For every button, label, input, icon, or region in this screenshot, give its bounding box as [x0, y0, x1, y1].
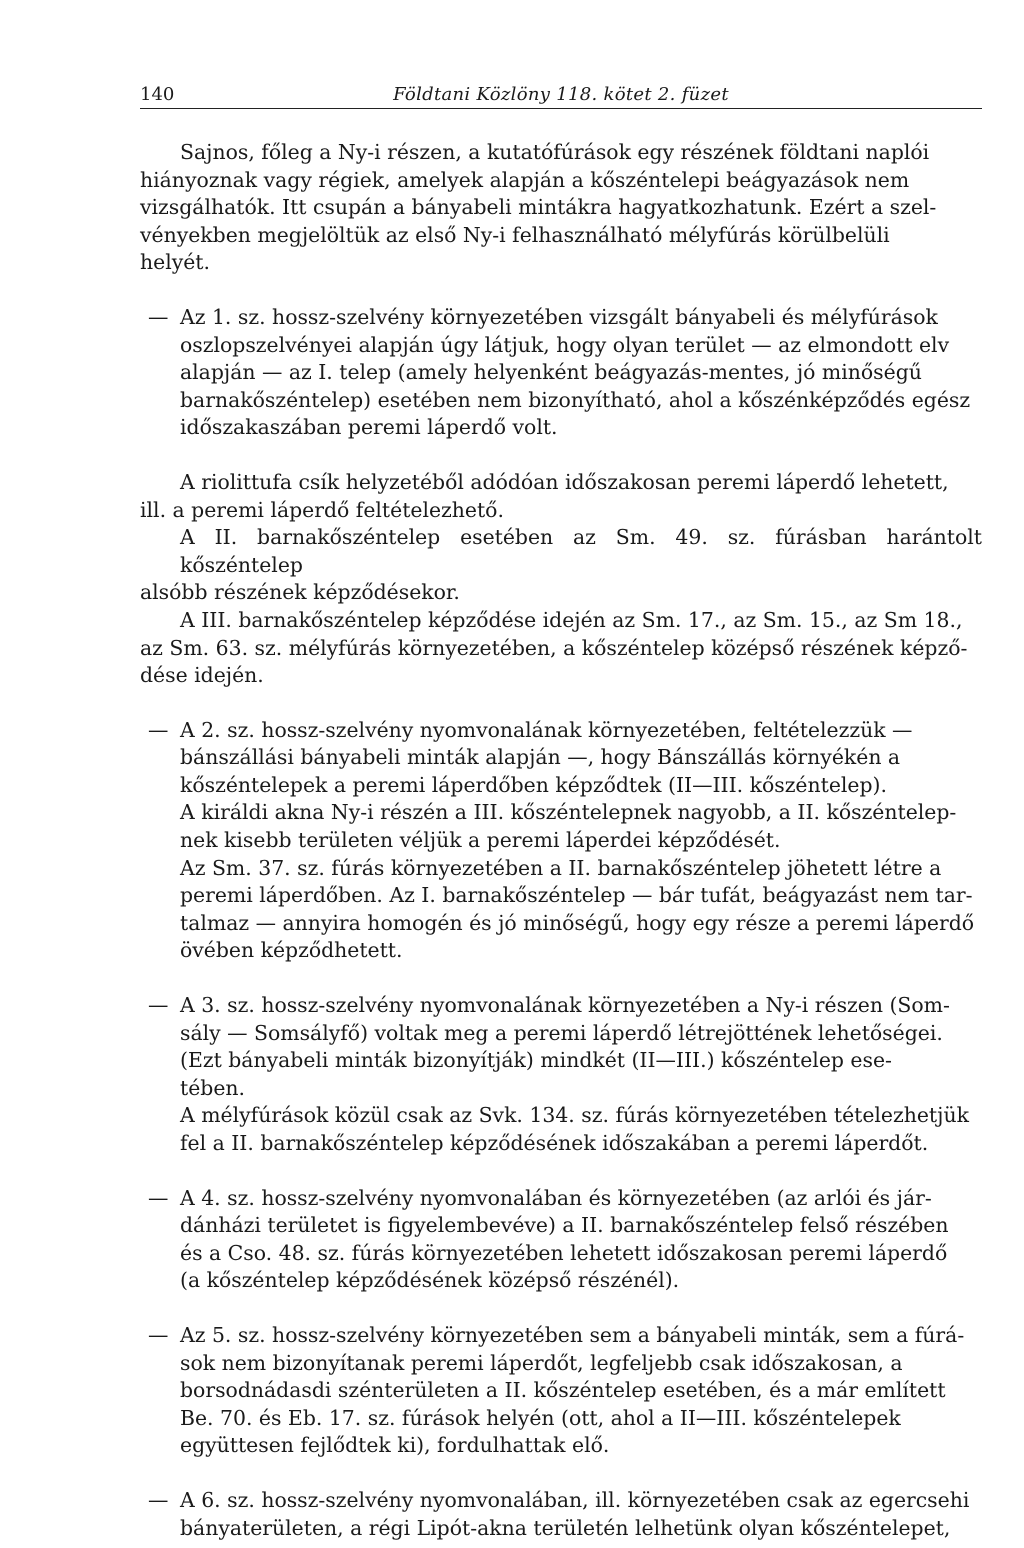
dash-paragraph [140, 717, 982, 965]
text-line: kőszéntelepek a peremi láperdőben képződtek (II—III. kőszéntelep). [180, 772, 887, 797]
text-line: dése idején. [140, 663, 264, 688]
paragraph-gap [140, 965, 982, 992]
text-line: A királdi akna Ny-i részén a III. kőszéntelepnek nagyobb, a II. kőszéntelep- [180, 800, 957, 825]
text-line: — Az 1. sz. hossz-szelvény környezetében vizsgált bányabeli és mélyfúrások [140, 304, 982, 332]
dash-paragraph [140, 1487, 982, 1542]
dash-mark: — [148, 1487, 169, 1512]
text-line: A riolittufa csík helyzetéből adódóan időszakosan peremi láperdő lehetett, [180, 469, 949, 494]
text-line: Be. 70. és Eb. 17. sz. fúrások helyén (ott, ahol a II—III. kőszéntelepek [180, 1405, 901, 1430]
text-line: vényekben megjelöltük az első Ny-i felhasználható mélyfúrás körülbelüli [140, 222, 890, 247]
text-line: fel a II. barnakőszéntelep képződésének időszakában a peremi láperdőt. [180, 1131, 929, 1155]
text-line: alapján — az I. telep (amely helyenként beágyazás-mentes, jó minőségű [180, 360, 922, 385]
text-line: dánházi területet is figyelembevéve) a II. barnakőszéntelep felső részében [180, 1213, 949, 1238]
paragraph-gap [140, 1295, 982, 1322]
text-line: Az Sm. 37. sz. fúrás környezetében a II. barnakőszéntelep jöhetett létre a [180, 855, 942, 880]
dash-paragraph [140, 1185, 982, 1295]
text-line: A mélyfúrások közül csak az Svk. 134. sz. fúrás környezetében tételezhetjük [180, 1103, 969, 1128]
dash-paragraph [140, 992, 982, 1158]
paragraph-gap [140, 442, 982, 469]
text-line: az Sm. 63. sz. mélyfúrás környezetében, a kőszéntelep középső részének képző- [140, 635, 968, 660]
dash-paragraph [140, 304, 982, 442]
text-line: alsóbb részének képződésekor. [140, 580, 460, 605]
text-line: vizsgálhatók. Itt csupán a bányabeli mintákra hagyatkozhatunk. Ezért a szel- [140, 195, 937, 220]
text-line: nek kisebb területen véljük a peremi láperdei képződését. [180, 828, 781, 853]
text-line: talmaz — annyira homogén és jó minőségű, hogy egy része a peremi láperdő [180, 910, 975, 935]
text-line: peremi láperdőben. Az I. barnakőszéntelep — bár tufát, beágyazást nem tar- [180, 883, 973, 908]
running-header [140, 78, 982, 109]
text-line: és a Cso. 48. sz. fúrás környezetében lehetett időszakosan peremi láperdő [180, 1240, 948, 1265]
text-line: bányaterületen, a régi Lipót-akna területén lelhetünk olyan kőszéntelepet, [180, 1515, 951, 1540]
text-line: bánszállási bányabeli minták alapján —, hogy Bánszállás környékén a [180, 745, 901, 770]
text-line: (a kőszéntelep képződésének középső részénél). [180, 1268, 680, 1293]
text-line: együttesen fejlődtek ki), fordulhattak elő. [180, 1433, 610, 1458]
dash-mark: — [148, 1185, 169, 1210]
dash-mark: — [148, 993, 169, 1018]
text-line: helyét. [140, 250, 210, 275]
text-line: hiányoznak vagy régiek, amelyek alapján a kőszéntelepi beágyazások nem [140, 167, 910, 192]
text-line: sály — Somsályfő) voltak meg a peremi láperdő létrejöttének lehetőségei. [180, 1020, 943, 1045]
paragraph [140, 139, 982, 277]
text-line: Sajnos, főleg a Ny-i részen, a kutatófúrások egy részének földtani naplói [180, 140, 930, 164]
article-body [140, 139, 982, 1542]
page-number: 140 [140, 84, 175, 105]
text-line: övében képződhetett. [180, 938, 403, 963]
text-line: — A 4. sz. hossz-szelvény nyomvonalában és környezetében (az arlói és jár- [140, 1185, 982, 1213]
text-line: borsodnádasdi szénterületen a II. kőszéntelep esetében, és a már említett [180, 1378, 946, 1403]
text-line: oszlopszelvényei alapján úgy látjuk, hogy olyan terület — az elmondott elv [180, 332, 950, 357]
text-line: — A 2. sz. hossz-szelvény nyomvonalának környezetében, feltételezzük — [140, 717, 982, 745]
paragraph [140, 469, 982, 690]
text-line: ill. a peremi láperdő feltételezhető. [140, 497, 504, 522]
text-line: A II. barnakőszéntelep esetében az Sm. 49. sz. fúrásban harántolt kőszéntelep [180, 525, 982, 577]
text-line: tében. [180, 1075, 245, 1100]
text-line: barnakőszéntelep) esetében nem bizonyítható, ahol a kőszénképződés egész [180, 387, 971, 412]
paragraph-gap [140, 690, 982, 717]
dash-mark: — [148, 717, 169, 742]
text-line: A III. barnakőszéntelep képződése idején az Sm. 17., az Sm. 15., az Sm 18., [180, 607, 963, 632]
text-line: sok nem bizonyítanak peremi láperdőt, legfeljebb csak időszakosan, a [180, 1350, 903, 1375]
text-line: — Az 5. sz. hossz-szelvény környezetében sem a bányabeli minták, sem a fúrá- [140, 1322, 982, 1350]
text-line: időszakaszában peremi láperdő volt. [180, 415, 558, 440]
dash-mark: — [148, 1322, 169, 1347]
dash-paragraph [140, 1322, 982, 1460]
text-line: — A 6. sz. hossz-szelvény nyomvonalában, ill. környezetében csak az egercsehi [140, 1487, 982, 1515]
paragraph-gap [140, 277, 982, 304]
paragraph-gap [140, 1460, 982, 1487]
page [140, 78, 982, 1542]
dash-mark: — [148, 304, 169, 329]
text-line: (Ezt bányabeli minták bizonyítják) mindkét (II—III.) kőszéntelep ese- [180, 1048, 892, 1073]
journal-title: Földtani Közlöny 118. kötet 2. füzet [393, 84, 729, 105]
paragraph-gap [140, 1158, 982, 1185]
text-line: — A 3. sz. hossz-szelvény nyomvonalának környezetében a Ny-i részen (Som- [140, 992, 982, 1020]
